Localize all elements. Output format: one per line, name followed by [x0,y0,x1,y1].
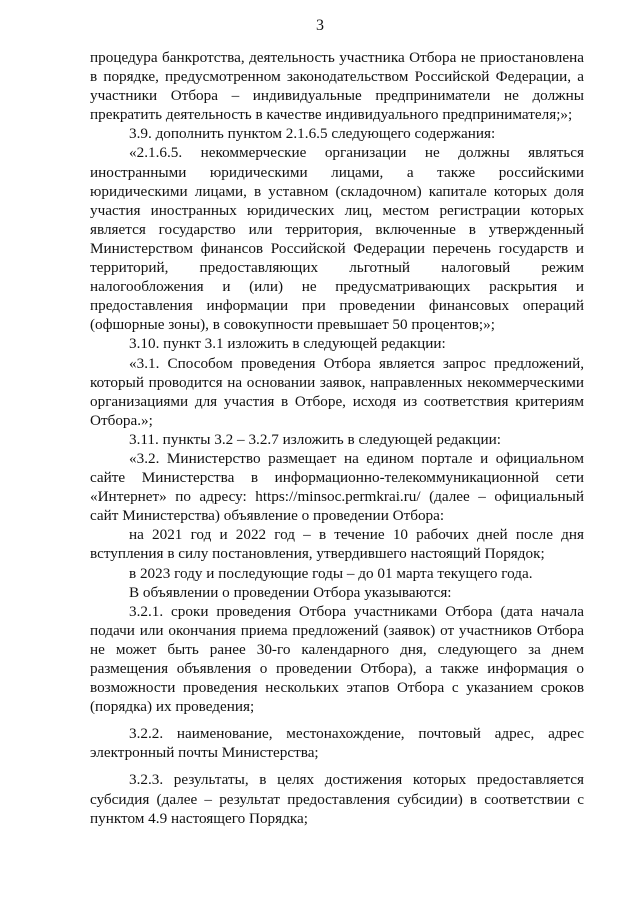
paragraph-2023: в 2023 году и последующие годы – до 01 марта текущего года. [129,564,533,582]
paragraph-3-9: 3.9. дополнить пунктом 2.1.6.5 следующего содержания: [129,125,496,143]
paragraph-bankruptcy-continuation: процедура банкротства, деятельность участника Отбора не приостановлена в порядке, предусмотренном законодательством Российской Федерации, а участники Отбора – индивидуальные предприниматели не должны прекратить деятельность в качестве индивидуального предпринимателя;»; [90,49,584,124]
paragraph-3-2-3: 3.2.3. результаты, в целях достижения которых предоставляется субсидия (далее – результат предоставления субсидии) в соответствии с пунктом 4.9 настоящего Порядка; [90,771,584,827]
paragraph-3-11: 3.11. пункты 3.2 – 3.2.7 изложить в следующей редакции: [129,430,501,448]
paragraph-2021-2022: на 2021 год и 2022 год – в течение 10 рабочих дней после дня вступления в силу постановления, утвердившего настоящий Порядок; [90,526,584,563]
paragraph-3-10: 3.10. пункт 3.1 изложить в следующей редакции: [129,335,446,353]
paragraph-3-1: «3.1. Способом проведения Отбора является запрос предложений, который проводится на основании заявок, направленных некоммерческими организациями для участия в Отборе, исходя из соответствия критериям Отбора.»; [90,354,584,429]
paragraph-3-2-2: 3.2.2. наименование, местонахождение, почтовый адрес, адрес электронный почты Министерства; [90,725,584,762]
paragraph-2-1-6-5: «2.1.6.5. некоммерческие организации не должны являться иностранными юридическими лицами, а также российскими юридическими лицами, в уставном (складочном) капитале которых доля участия иностранных юридических лиц, местом регистрации которых является государство или территория, включенные в утвержденный Министерством финансов Российской Федерации перечень государств и территорий, предоставляющих льготный налоговый режим налогообложения и (или) не предусматривающих раскрытия и предоставления информации при проведении финансовых операций (офшорные зоны), в совокупности превышает 50 процентов;»; [90,144,584,334]
page-number: 3 [316,17,324,34]
paragraph-3-2: «3.2. Министерство размещает на едином портале и официальном сайте Министерства в информационно-телекоммуникационной сети «Интернет» по адресу: https://minsoc.permkrai.ru/ (далее – официальный сайт Министерства) объявление о проведении Отбора: [90,449,584,525]
paragraph-announcement-contents: В объявлении о проведении Отбора указываются: [129,583,452,601]
paragraph-3-2-1: 3.2.1. сроки проведения Отбора участниками Отбора (дата начала подачи или окончания приема предложений (заявок) от участников Отбора не может быть ранее 30-го календарного дня, следующего за днем размещения объявления о проведении Отбора), а также информация о возможности проведения нескольких этапов Отбора с указанием сроков (порядка) их проведения; [90,602,584,716]
document-body [90,48,584,828]
